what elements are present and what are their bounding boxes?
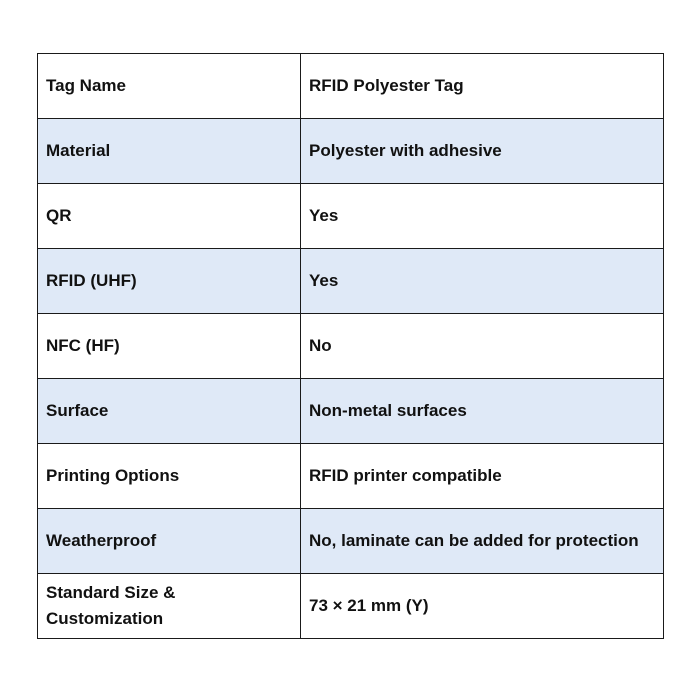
table-row (38, 509, 664, 574)
table-row (38, 444, 664, 509)
row-value: RFID printer compatible (301, 444, 664, 509)
row-label: Tag Name (38, 54, 301, 119)
row-value: No, laminate can be added for protection (301, 509, 664, 574)
row-label: Material (38, 119, 301, 184)
row-value: Non-metal surfaces (301, 379, 664, 444)
spec-table-body (38, 54, 664, 639)
row-value: RFID Polyester Tag (301, 54, 664, 119)
row-label: Printing Options (38, 444, 301, 509)
row-value: Yes (301, 184, 664, 249)
table-row (38, 119, 664, 184)
row-value: 73 × 21 mm (Y) (301, 574, 664, 639)
row-label: Standard Size & Customization (38, 574, 301, 639)
table-row (38, 249, 664, 314)
row-value: Polyester with adhesive (301, 119, 664, 184)
row-value: Yes (301, 249, 664, 314)
row-label: RFID (UHF) (38, 249, 301, 314)
row-label: QR (38, 184, 301, 249)
table-row (38, 314, 664, 379)
table-row (38, 184, 664, 249)
table-row (38, 379, 664, 444)
row-label: Weatherproof (38, 509, 301, 574)
spec-table (37, 53, 664, 639)
row-value: No (301, 314, 664, 379)
table-row (38, 574, 664, 639)
row-label: Surface (38, 379, 301, 444)
table-row (38, 54, 664, 119)
row-label: NFC (HF) (38, 314, 301, 379)
